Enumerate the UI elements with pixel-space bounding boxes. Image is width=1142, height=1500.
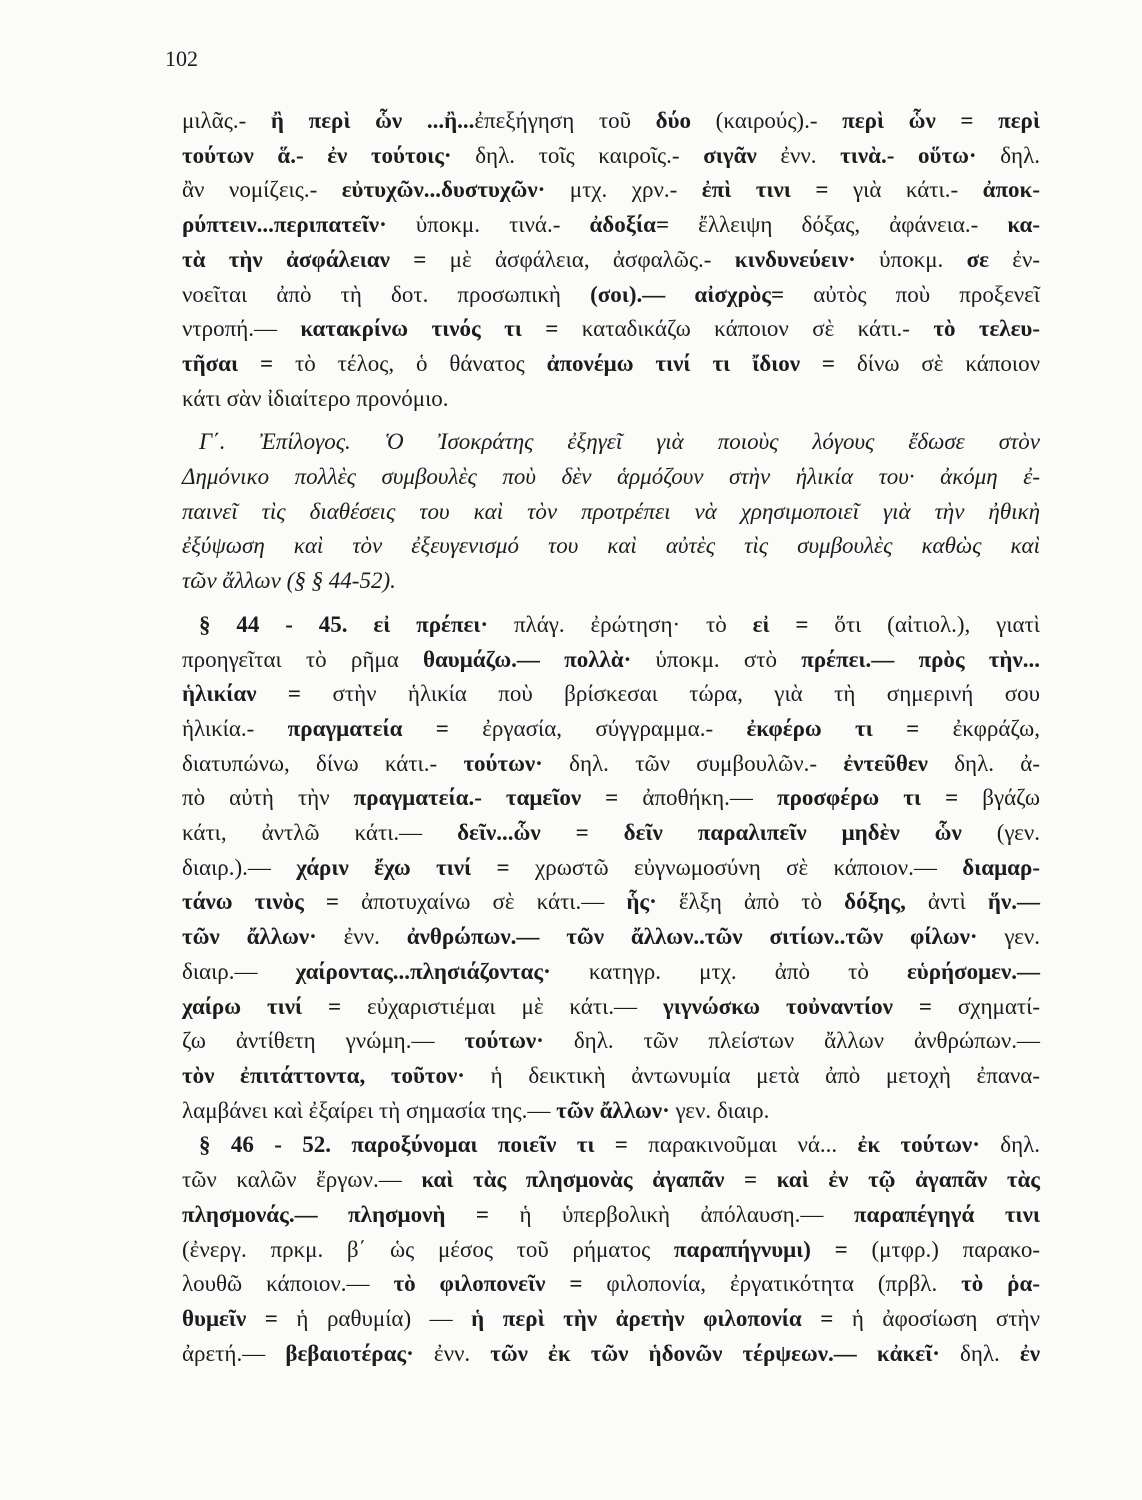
- text-line: [182, 955, 1040, 990]
- gloss-text: γεν.: [977, 924, 1040, 950]
- lemma-term: κινδυνεύειν·: [734, 246, 856, 272]
- lemma-term: ἧς·: [626, 889, 657, 915]
- lemma-term: ἡλικίαν =: [182, 681, 302, 707]
- gloss-text: ἂν νομίζεις.-: [182, 177, 342, 203]
- lemma-term: τῆσαι =: [182, 350, 274, 376]
- lemma-term: ἥν.—: [987, 889, 1040, 915]
- lemma-term: κατακρίνω τινός τι =: [300, 316, 559, 342]
- gloss-text: (μτφρ.) παρακο-: [847, 1236, 1041, 1262]
- lemma-term: θαυμάζω.— πολλὰ·: [422, 646, 632, 672]
- gloss-text: κάτι σὰν ἰδιαίτερο προνόμιο.: [182, 385, 449, 411]
- text-line: [182, 564, 1040, 599]
- text-line: [182, 643, 1040, 678]
- text-line: [182, 712, 1040, 747]
- lemma-term: σε: [966, 246, 989, 272]
- lemma-term: πλησμονάς.— πλησμονὴ =: [182, 1201, 489, 1227]
- gloss-text: δηλ.: [976, 142, 1040, 168]
- gloss-text: ντροπή.—: [182, 316, 301, 342]
- italic-text: Γ΄. Ἐπίλογος. Ὁ Ἰσοκράτης ἐξηγεῖ γιὰ ποιοὺς λόγους ἔδωσε στὸν: [199, 429, 1040, 455]
- lemma-term: τὰ τὴν ἀσφάλειαν =: [182, 246, 427, 272]
- text-line: [182, 382, 1040, 417]
- lemma-term: ρύπτειν...περιπατεῖν·: [182, 212, 387, 238]
- text-line: [182, 1233, 1040, 1268]
- text-line: [182, 1198, 1040, 1233]
- paragraph-section-46-52: [182, 1128, 1040, 1371]
- gloss-text: ἀποτυχαίνω σὲ κάτι.—: [339, 889, 627, 915]
- lemma-term: δόξης,: [844, 889, 906, 915]
- gloss-text: ἔλλειψη δόξας, ἀφάνεια.-: [669, 212, 1008, 238]
- gloss-text: νοεῖται ἀπὸ τὴ δοτ. προσωπικὴ: [182, 281, 591, 307]
- gloss-text: ἀρετή.—: [182, 1340, 286, 1366]
- text-line: [182, 139, 1040, 174]
- lemma-term: κα-: [1007, 212, 1040, 238]
- lemma-term: προσφέρω τι =: [777, 785, 959, 811]
- gloss-text: λουθῶ κάποιον.—: [182, 1271, 394, 1297]
- text-line: [182, 495, 1040, 530]
- text-line: [182, 851, 1040, 886]
- text-line: [182, 1094, 1040, 1129]
- gloss-text: ὑποκμ. στὸ: [631, 646, 802, 672]
- gloss-text: φιλοπονία, ἐργατικότητα (πρβλ.: [582, 1271, 962, 1297]
- gloss-text: (γεν.: [961, 820, 1040, 846]
- text-line: [182, 816, 1040, 851]
- lemma-term: παραπήγνυμι) =: [673, 1236, 848, 1262]
- text-line: [182, 208, 1040, 243]
- gloss-text: διατυπώνω, δίνω κάτι.-: [182, 750, 464, 776]
- gloss-text: μὲ ἀσφάλεια, ἀσφαλῶς.-: [426, 246, 735, 272]
- gloss-text: ἡλικία.-: [182, 715, 288, 741]
- text-line: [182, 312, 1040, 347]
- lemma-term: τάνω τινὸς =: [182, 889, 340, 915]
- gloss-text: προηγεῖται τὸ ρῆμα: [182, 646, 423, 672]
- lemma-term: τούτων ἅ.- ἐν τούτοις·: [182, 142, 452, 168]
- gloss-text: καταδικάζω κάποιον σὲ κάτι.-: [558, 316, 934, 342]
- text-line: [182, 1024, 1040, 1059]
- gloss-text: ἡ ἀφοσίωση στὴν: [833, 1305, 1040, 1331]
- text-line: [182, 529, 1040, 564]
- gloss-text: ἀποθήκη.—: [618, 785, 777, 811]
- gloss-text: δηλ. ἀ-: [927, 750, 1040, 776]
- lemma-term: ἀδοξία=: [589, 212, 670, 238]
- lemma-term: τῶν ἐκ τῶν ἡδονῶν τέρψεων.— κἀκεῖ·: [490, 1340, 940, 1366]
- gloss-text: ἡ δεικτικὴ ἀντωνυμία μετὰ ἀπὸ μετοχὴ ἐπανα-: [464, 1062, 1040, 1088]
- lemma-term: ἀπονέμω τινί τι ἴδιον =: [546, 350, 836, 376]
- lemma-term: βεβαιοτέρας·: [285, 1340, 414, 1366]
- gloss-text: στὴν ἡλικία ποὺ βρίσκεσαι τώρα, γιὰ τὴ σημερινή σου: [301, 681, 1041, 707]
- lemma-term: εὑρήσομεν.—: [906, 958, 1040, 984]
- text-line: [182, 278, 1040, 313]
- gloss-text: διαιρ.—: [182, 958, 296, 984]
- gloss-text: ἡ ὑπερβολικὴ ἀπόλαυση.—: [489, 1201, 854, 1227]
- gloss-text: σχηματί-: [931, 993, 1041, 1019]
- gloss-text: τὸ τέλος, ὁ θάνατος: [273, 350, 547, 376]
- lemma-term: τῶν ἄλλων·: [182, 924, 317, 950]
- lemma-term: γιγνώσκω τοὐναντίον =: [662, 993, 932, 1019]
- lemma-term: ἐπὶ τινι =: [701, 177, 829, 203]
- text-line: [182, 920, 1040, 955]
- lemma-term: τὸ τελευ-: [933, 316, 1041, 342]
- italic-text: παινεῖ τὶς διαθέσεις του καὶ τὸν προτρέπει νὰ χρησιμοποιεῖ γιὰ τὴν ἠθικὴ: [182, 498, 1040, 524]
- gloss-text: δηλ. τῶν συμβουλῶν.-: [542, 750, 844, 776]
- lemma-term: τὸ ῥα-: [961, 1271, 1040, 1297]
- gloss-text: πλάγ. ἐρώτηση· τὸ: [488, 611, 753, 637]
- lemma-term: ἡ περὶ τὴν ἀρετὴν φιλοπονία =: [471, 1305, 834, 1331]
- gloss-text: ἐνν.: [316, 924, 407, 950]
- gloss-text: γεν. διαιρ.: [669, 1097, 770, 1123]
- gloss-text: δηλ.: [939, 1340, 1020, 1366]
- lemma-term: ἀνθρώπων.— τῶν ἄλλων..τῶν σιτίων..τῶν φίλων·: [406, 924, 978, 950]
- gloss-text: ἐνν.: [413, 1340, 491, 1366]
- text-line: [182, 1267, 1040, 1302]
- italic-text: ἐξύψωση καὶ τὸν ἐξευγενισμό του καὶ αὐτὲς τὶς συμβουλὲς καθὼς καὶ: [182, 533, 1040, 559]
- text-line: [182, 243, 1040, 278]
- text-line: [182, 173, 1040, 208]
- gloss-text: βγάζω: [958, 785, 1040, 811]
- gloss-text: χρωστῶ εὐγνωμοσύνη σὲ κάποιον.—: [509, 854, 963, 880]
- text-line: [182, 1163, 1040, 1198]
- lemma-term: τινὰ.- οὕτω·: [840, 142, 977, 168]
- gloss-text: δηλ. τοῖς καιροῖς.-: [451, 142, 704, 168]
- lemma-term: (σοι).— αἰσχρὸς=: [590, 281, 785, 307]
- gloss-text: αὐτὸς ποὺ προξενεῖ: [784, 281, 1040, 307]
- lemma-term: χαίρω τινί =: [182, 993, 342, 1019]
- text-line: [182, 1059, 1040, 1094]
- lemma-term: παραπέγηγά τινι: [853, 1201, 1040, 1227]
- text-line: [182, 608, 1040, 643]
- gloss-text: μτχ. χρν.-: [545, 177, 702, 203]
- lemma-term: ἐκφέρω τι =: [746, 715, 920, 741]
- gloss-text: πὸ αὐτὴ τὴν: [182, 785, 354, 811]
- lemma-term: χάριν ἔχω τινί =: [296, 854, 510, 880]
- gloss-text: ἐπεξήγηση τοῦ: [474, 108, 656, 133]
- gloss-text: ζω ἀντίθετη γνώμη.—: [182, 1028, 465, 1054]
- gloss-text: ἐνν.: [756, 142, 841, 168]
- lemma-term: τὸν ἐπιτάττοντα, τοῦτον·: [182, 1062, 465, 1088]
- lemma-term: ἐν: [1019, 1340, 1040, 1366]
- gloss-text: τῶν καλῶν ἔργων.—: [182, 1167, 422, 1193]
- gloss-text: ἀντὶ: [905, 889, 988, 915]
- paragraph-section-44-45: [182, 608, 1040, 1129]
- lemma-term: δεῖν...ὧν = δεῖν παραλιπεῖν μηδὲν ὧν: [457, 820, 962, 846]
- lemma-term: εἰ =: [752, 611, 809, 637]
- lemma-term: περὶ ὧν = περὶ: [842, 108, 1040, 133]
- lemma-term: θυμεῖν =: [182, 1305, 278, 1331]
- paragraph-glosses-continued: [182, 104, 1040, 416]
- lemma-term: τῶν ἄλλων·: [556, 1097, 670, 1123]
- gloss-text: κάτι, ἀντλῶ κάτι.—: [182, 820, 458, 846]
- gloss-text: μιλᾶς.-: [182, 108, 271, 133]
- gloss-text: ἐκφράζω,: [919, 715, 1040, 741]
- lemma-term: § 46 - 52. παροξύνομαι ποιεῖν τι =: [199, 1132, 628, 1158]
- gloss-text: (ἐνεργ. πρκμ. β΄ ὡς μέσος τοῦ ρήματος: [182, 1236, 674, 1262]
- text-line: [182, 885, 1040, 920]
- text-line: [182, 677, 1040, 712]
- text-line: [182, 1337, 1040, 1372]
- gloss-text: ἕλξη ἀπὸ τὸ: [656, 889, 845, 915]
- gloss-text: κατηγρ. μτχ. ἀπὸ τὸ: [550, 958, 907, 984]
- lemma-term: ἀποκ-: [982, 177, 1040, 203]
- paragraph-epilogue-summary: [182, 425, 1040, 599]
- lemma-term: ἐκ τούτων·: [857, 1132, 980, 1158]
- lemma-term: ἐντεῦθεν: [843, 750, 928, 776]
- lemma-term: δύο: [655, 108, 692, 133]
- text-line: [182, 781, 1040, 816]
- gloss-text: ἐν-: [988, 246, 1041, 272]
- gloss-text: (καιρούς).-: [691, 108, 843, 133]
- gloss-text: λαμβάνει καὶ ἐξαίρει τὴ σημασία της.—: [182, 1097, 557, 1123]
- gloss-text: ἐργασία, σύγγραμμα.-: [448, 715, 747, 741]
- gloss-text: δίνω σὲ κάποιον: [835, 350, 1040, 376]
- text-line: [182, 425, 1040, 460]
- italic-text: τῶν ἄλλων (§ § 44-52).: [182, 568, 396, 594]
- lemma-term: πρέπει.— πρὸς τὴν...: [801, 646, 1040, 672]
- gloss-text: ἡ ραθυμία) —: [277, 1305, 472, 1331]
- text-line: [182, 1302, 1040, 1337]
- text-line: [182, 104, 1040, 139]
- commentary-body: [182, 104, 1040, 1371]
- text-line: [182, 460, 1040, 495]
- lemma-term: σιγᾶν: [703, 142, 757, 168]
- lemma-term: § 44 - 45. εἰ πρέπει·: [199, 611, 489, 637]
- lemma-term: τούτων·: [464, 1028, 544, 1054]
- text-line: [182, 347, 1040, 382]
- gloss-text: δηλ. τῶν πλείστων ἄλλων ἀνθρώπων.—: [543, 1028, 1040, 1054]
- lemma-term: τούτων·: [463, 750, 543, 776]
- lemma-term: πραγματεία =: [287, 715, 449, 741]
- gloss-text: δηλ.: [979, 1132, 1040, 1158]
- text-line: [182, 1128, 1040, 1163]
- page-number: 102: [165, 46, 198, 71]
- text-line: [182, 747, 1040, 782]
- lemma-term: διαμαρ-: [962, 854, 1040, 880]
- gloss-text: ὑποκμ.: [855, 246, 967, 272]
- lemma-term: εὐτυχῶν...δυστυχῶν·: [341, 177, 546, 203]
- lemma-term: ἢ περὶ ὧν ...ἢ...: [270, 108, 475, 133]
- gloss-text: παρακινοῦμαι νά...: [627, 1132, 858, 1158]
- gloss-text: ὅτι (αἰτιολ.), γιατὶ: [808, 611, 1040, 637]
- gloss-text: ὑποκμ. τινά.-: [386, 212, 590, 238]
- gloss-text: εὐχαριστιέμαι μὲ κάτι.—: [341, 993, 663, 1019]
- lemma-term: τὸ φιλοπονεῖν =: [393, 1271, 583, 1297]
- gloss-text: διαιρ.).—: [182, 854, 297, 880]
- lemma-term: χαίροντας...πλησιάζοντας·: [295, 958, 551, 984]
- lemma-term: καὶ τὰς πλησμονὰς ἀγαπᾶν = καὶ ἐν τῷ ἀγαπᾶν τὰς: [421, 1167, 1040, 1193]
- text-line: [182, 990, 1040, 1025]
- italic-text: Δημόνικο πολλὲς συμβουλὲς ποὺ δὲν ἁρμόζουν στὴν ἡλικία του· ἀκόμη ἐ-: [182, 464, 1040, 490]
- lemma-term: πραγματεία.- ταμεῖον =: [353, 785, 619, 811]
- gloss-text: γιὰ κάτι.-: [828, 177, 983, 203]
